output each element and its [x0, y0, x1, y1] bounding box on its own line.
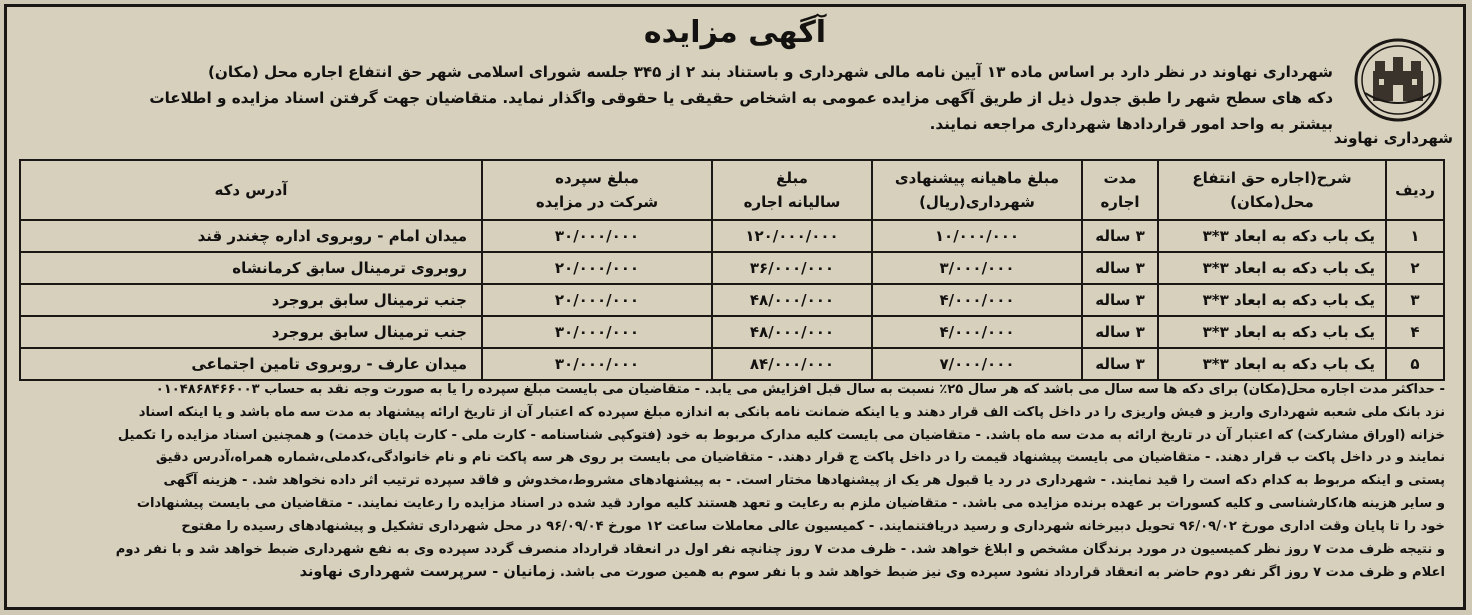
row-deposit: ۳۰/۰۰۰/۰۰۰: [482, 316, 712, 348]
table-row: [20, 284, 1444, 316]
row-number: ۴: [1386, 316, 1444, 348]
terms-text: - حداکثر مدت اجاره محل(مکان) برای دکه ها سه سال می باشد که هر سال ۲۵٪ نسبت به سال قبل افزایش می یابد. - متقاضیان می بایست مبلغ سپرده را یا به صورت وجه نقد به حساب ۰۱۰۴۸۶۸۴۶۶۰۰۳ نزد بانک ملی شعبه شهرداری واریز و فیش واریزی را در داخل پاکت الف قرار دهند و یا اینکه ضمانت نامه بانکی به اندازه مبلغ سپرده که اعتبار آن از تاریخ ارائه پیشنهاد به مدت سه ماه باشد و یا اینکه اسناد خزانه (اوراق مشارکت) که اعتبار آن در تاریخ ارائه به مدت سه ماه باشد. - متقاضیان می بایست کلیه مدارک مربوط به خود (فتوکپی شناسنامه - کارت ملی - کارت پایان خدمت) و همچنین اسناد مزایده را تکمیل نمایند و در داخل پاکت ب قرار دهند. - متقاضیان می بایست پیشنهاد قیمت را در داخل پاکت ج قرار دهند. - متقاضیان می بایست بر روی هر سه پاکت نام و نام خانوادگی،کدملی،شماره همراه،آدرس دقیق پستی و اینکه مربوط به کدام دکه است را قید نمایند. - شهرداری در رد یا قبول هر یک از پیشنهادها مختار است. - به پیشنهادهای مشروط،مخدوش و فاقد سپرده ترتیب اثر داده نخواهد شد. - هزینه آگهی و سایر هزینه ها،کارشناسی و کلیه کسورات بر عهده برنده مزایده می باشد. - متقاضیان ملزم به رعایت و تعهد هستند کلیه موارد قید شده در اسناد مزایده را رعایت نمایند. - متقاضیان می بایست پیشنهادات خود را تا پایان وقت اداری مورخ ۹۶/۰۹/۰۲ تحویل دبیرخانه شهرداری و رسید دریافتنمایند. - کمیسیون عالی معاملات ساعت ۱۲ مورخ ۹۶/۰۹/۰۴ در محل شهرداری تشکیل و پیشنهادهای رسیده را مفتوح و نتیجه ظرف مدت ۷ روز نظر کمیسیون در مورد برندگان مشخص و ابلاغ خواهد شد. - ظرف مدت ۷ روز چنانچه نفر اول در انعقاد قرارداد منصرف گردد سپرده وی به نفع شهرداری ضبط خواهد شد و با نفر دوم اعلام و ظرف مدت ۷ روز اگر نفر دوم حاضر به انعقاد قرارداد نشود سپرده وی نیز ضبط خواهد شد و با نفر سوم به همین صورت می باشد.: [115, 382, 1445, 581]
row-description: یک باب دکه به ابعاد ۳*۳: [1158, 220, 1386, 252]
header-term: مدت اجاره: [1082, 160, 1158, 220]
row-monthly: ۴/۰۰۰/۰۰۰: [872, 284, 1082, 316]
row-monthly: ۱۰/۰۰۰/۰۰۰: [872, 220, 1082, 252]
table-row: [20, 220, 1444, 252]
row-number: ۳: [1386, 284, 1444, 316]
row-deposit: ۳۰/۰۰۰/۰۰۰: [482, 348, 712, 380]
row-annual: ۱۲۰/۰۰۰/۰۰۰: [712, 220, 872, 252]
row-address: میدان عارف - روبروی تامین اجتماعی: [20, 348, 482, 380]
row-address: میدان امام - روبروی اداره چغندر قند: [20, 220, 482, 252]
row-address: جنب ترمینال سابق بروجرد: [20, 284, 482, 316]
header-description: شرح(اجاره حق انتفاع محل(مکان): [1158, 160, 1386, 220]
row-monthly: ۳/۰۰۰/۰۰۰: [872, 252, 1082, 284]
header-deposit: مبلغ سپرده شرکت در مزایده: [482, 160, 712, 220]
row-term: ۳ ساله: [1082, 316, 1158, 348]
table-row: [20, 316, 1444, 348]
row-description: یک باب دکه به ابعاد ۳*۳: [1158, 252, 1386, 284]
auction-notice: [4, 4, 1466, 610]
table-row: [20, 252, 1444, 284]
row-number: ۱: [1386, 220, 1444, 252]
header-address: آدرس دکه: [20, 160, 482, 220]
header-annual-amount: مبلغ سالیانه اجاره: [712, 160, 872, 220]
row-monthly: ۴/۰۰۰/۰۰۰: [872, 316, 1082, 348]
table-header-row: [20, 160, 1444, 220]
row-term: ۳ ساله: [1082, 348, 1158, 380]
municipality-logo: [1333, 35, 1453, 153]
row-annual: ۴۸/۰۰۰/۰۰۰: [712, 316, 872, 348]
header-row-number: ردیف: [1386, 160, 1444, 220]
row-term: ۳ ساله: [1082, 284, 1158, 316]
row-description: یک باب دکه به ابعاد ۳*۳: [1158, 348, 1386, 380]
terms-paragraph: [21, 379, 1445, 585]
logo-caption: شهرداری نهاوند: [1333, 129, 1453, 147]
row-annual: ۴۸/۰۰۰/۰۰۰: [712, 284, 872, 316]
row-term: ۳ ساله: [1082, 252, 1158, 284]
signature: زمانیان - سرپرست شهرداری نهاوند: [299, 564, 556, 581]
notice-title: آگهی مزایده: [643, 15, 827, 50]
row-monthly: ۷/۰۰۰/۰۰۰: [872, 348, 1082, 380]
row-number: ۲: [1386, 252, 1444, 284]
row-address: روبروی ترمینال سابق کرمانشاه: [20, 252, 482, 284]
row-description: یک باب دکه به ابعاد ۳*۳: [1158, 284, 1386, 316]
row-deposit: ۲۰/۰۰۰/۰۰۰: [482, 252, 712, 284]
row-deposit: ۳۰/۰۰۰/۰۰۰: [482, 220, 712, 252]
castle-emblem-icon: [1353, 35, 1443, 125]
row-number: ۵: [1386, 348, 1444, 380]
intro-paragraph: شهرداری نهاوند در نظر دارد بر اساس ماده ۱۳ آیین نامه مالی شهرداری و باستناد بند ۲ از ۳۴۵ جلسه شورای اسلامی شهر حق انتفاع اجاره محل (مکان) دکه های سطح شهر را طبق جدول ذیل از طریق آگهی مزایده عمومی به اشخاص حقیقی یا حقوقی واگذار نماید. متقاضیان جهت گرفتن اسناد مزایده و اطلاعات بیشتر به واحد امور قراردادها شهرداری مراجعه نمایند.: [149, 63, 1333, 133]
kiosk-table: [19, 159, 1445, 381]
row-deposit: ۲۰/۰۰۰/۰۰۰: [482, 284, 712, 316]
row-address: جنب ترمینال سابق بروجرد: [20, 316, 482, 348]
row-annual: ۳۶/۰۰۰/۰۰۰: [712, 252, 872, 284]
table-row: [20, 348, 1444, 380]
header-monthly-amount: مبلغ ماهیانه پیشنهادی شهرداری(ریال): [872, 160, 1082, 220]
row-description: یک باب دکه به ابعاد ۳*۳: [1158, 316, 1386, 348]
row-annual: ۸۴/۰۰۰/۰۰۰: [712, 348, 872, 380]
row-term: ۳ ساله: [1082, 220, 1158, 252]
